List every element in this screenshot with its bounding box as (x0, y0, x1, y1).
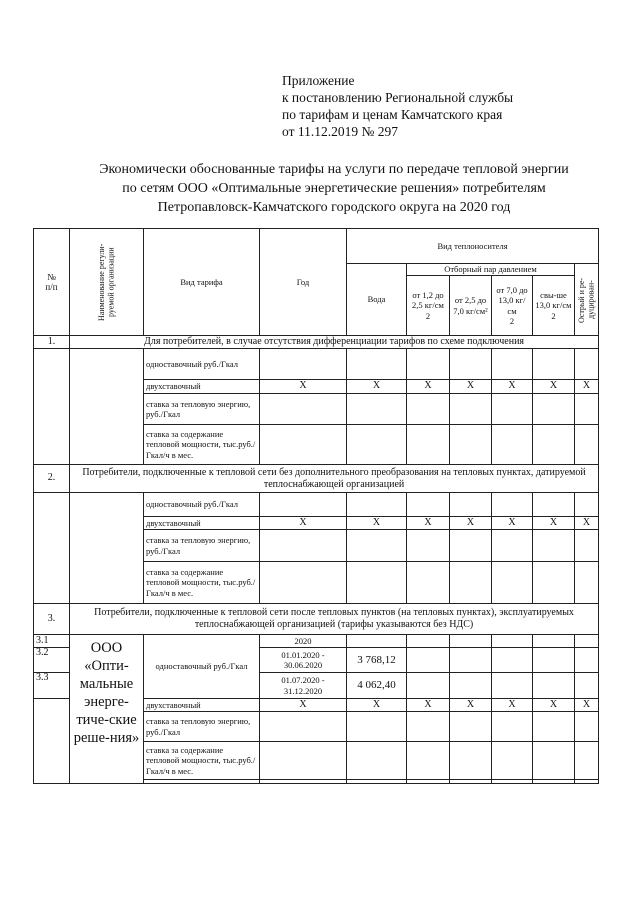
header-water: Вода (347, 264, 407, 336)
row-capacity-rate: ставка за содержание тепловой мощности, тыс.руб./Гкал/ч в мес. (144, 562, 260, 604)
header-sharp: Острый и ре-дуцирован- (575, 264, 599, 336)
section-num: 3. (34, 604, 70, 635)
period-first-half: 01.01.2020 - 30.06.2020 (260, 648, 347, 673)
tariff-value-first-half: 3 768,12 (347, 648, 407, 673)
section-num: 1. (34, 336, 70, 349)
row-one-rate: одноставочный руб./Гкал (144, 349, 260, 380)
x-mark: Х (575, 380, 599, 394)
row-capacity-rate: ставка за содержание тепловой мощности, тыс.руб./Гкал/ч в мес. (144, 425, 260, 465)
x-mark: Х (260, 380, 347, 394)
header-tariff-type: Вид тарифа (144, 229, 260, 336)
title-line: Петропавловск-Камчатского городского округа на 2020 год (157, 200, 511, 215)
x-mark: Х (407, 517, 450, 530)
section-title: Для потребителей, в случае отсутствия дифференциации тарифов по схеме подключения (70, 336, 599, 349)
row-num-3-3: 3.3 (34, 673, 70, 699)
appendix-line: к постановлению Региональной службы (282, 90, 514, 105)
x-mark: Х (260, 517, 347, 530)
header-p3: от 7,0 до 13,0 кг/см 2 (492, 276, 533, 336)
section-num: 2. (34, 465, 70, 493)
document-title (60, 160, 608, 217)
row-capacity-rate: ставка за содержание тепловой мощности, тыс.руб./Гкал/ч в мес. (144, 742, 260, 780)
row-two-rate: двухставочный (144, 699, 260, 712)
appendix-line: по тарифам и ценам Камчатского края (282, 107, 503, 122)
row-one-rate: одноставочный руб./Гкал (144, 493, 260, 517)
x-mark: Х (533, 699, 575, 712)
x-mark: Х (492, 699, 533, 712)
header-org-name: Наименование регули-руемой организации (70, 229, 144, 336)
organization-name: ООО «Опти-мальные энерге-тиче-ские реше-ния» (70, 635, 144, 784)
x-mark: Х (407, 699, 450, 712)
x-mark: Х (407, 380, 450, 394)
period-second-half: 01.07.2020 - 31.12.2020 (260, 673, 347, 699)
appendix-line: Приложение (282, 73, 355, 88)
row-two-rate: двухставочный (144, 517, 260, 530)
appendix-line: от 11.12.2019 № 297 (282, 124, 398, 139)
header-p2: от 2,5 до 7,0 кг/см² (450, 276, 492, 336)
x-mark: Х (450, 699, 492, 712)
x-mark: Х (575, 699, 599, 712)
x-mark: Х (533, 517, 575, 530)
appendix-block (282, 72, 513, 140)
row-energy-rate: ставка за тепловую энергию, руб./Гкал (144, 394, 260, 425)
header-carrier: Вид теплоносителя (347, 229, 599, 264)
header-num: № п/п (34, 229, 70, 336)
x-mark: Х (492, 517, 533, 530)
x-mark: Х (492, 380, 533, 394)
title-line: по сетям ООО «Оптимальные энергетические решения» потребителям (122, 181, 546, 196)
row-energy-rate: ставка за тепловую энергию, руб./Гкал (144, 530, 260, 562)
row-num-3-2: 3.2 (34, 648, 70, 673)
x-mark: Х (347, 699, 407, 712)
row-two-rate: двухставочный (144, 380, 260, 394)
header-p4: свы-ше 13,0 кг/см 2 (533, 276, 575, 336)
x-mark: Х (450, 380, 492, 394)
header-p1: от 1,2 до 2,5 кг/см 2 (407, 276, 450, 336)
x-mark: Х (533, 380, 575, 394)
section-title: Потребители, подключенные к тепловой сети после тепловых пунктов (на тепловых пунктах), эксплуатируемых теплоснабжающей организацией (тарифы указываются без НДС) (70, 604, 599, 635)
header-steam-pressure: Отборный пар давлением (407, 264, 575, 276)
row-num-3-1: 3.1 (34, 635, 70, 648)
year-value: 2020 (260, 635, 347, 648)
x-mark: Х (575, 517, 599, 530)
x-mark: Х (347, 517, 407, 530)
row-one-rate: одноставочный руб./Гкал (144, 635, 260, 699)
tariff-table (33, 228, 599, 784)
x-mark: Х (347, 380, 407, 394)
tariff-value-second-half: 4 062,40 (347, 673, 407, 699)
header-year: Год (260, 229, 347, 336)
x-mark: Х (450, 517, 492, 530)
x-mark: Х (260, 699, 347, 712)
section-title: Потребители, подключенные к тепловой сети без дополнительного преобразования на тепловых пунктах, датируемой теплоснабжающей организацией (70, 465, 599, 493)
row-energy-rate: ставка за тепловую энергию, руб./Гкал (144, 712, 260, 742)
title-line: Экономически обоснованные тарифы на услуги по передаче тепловой энергии (99, 162, 569, 177)
